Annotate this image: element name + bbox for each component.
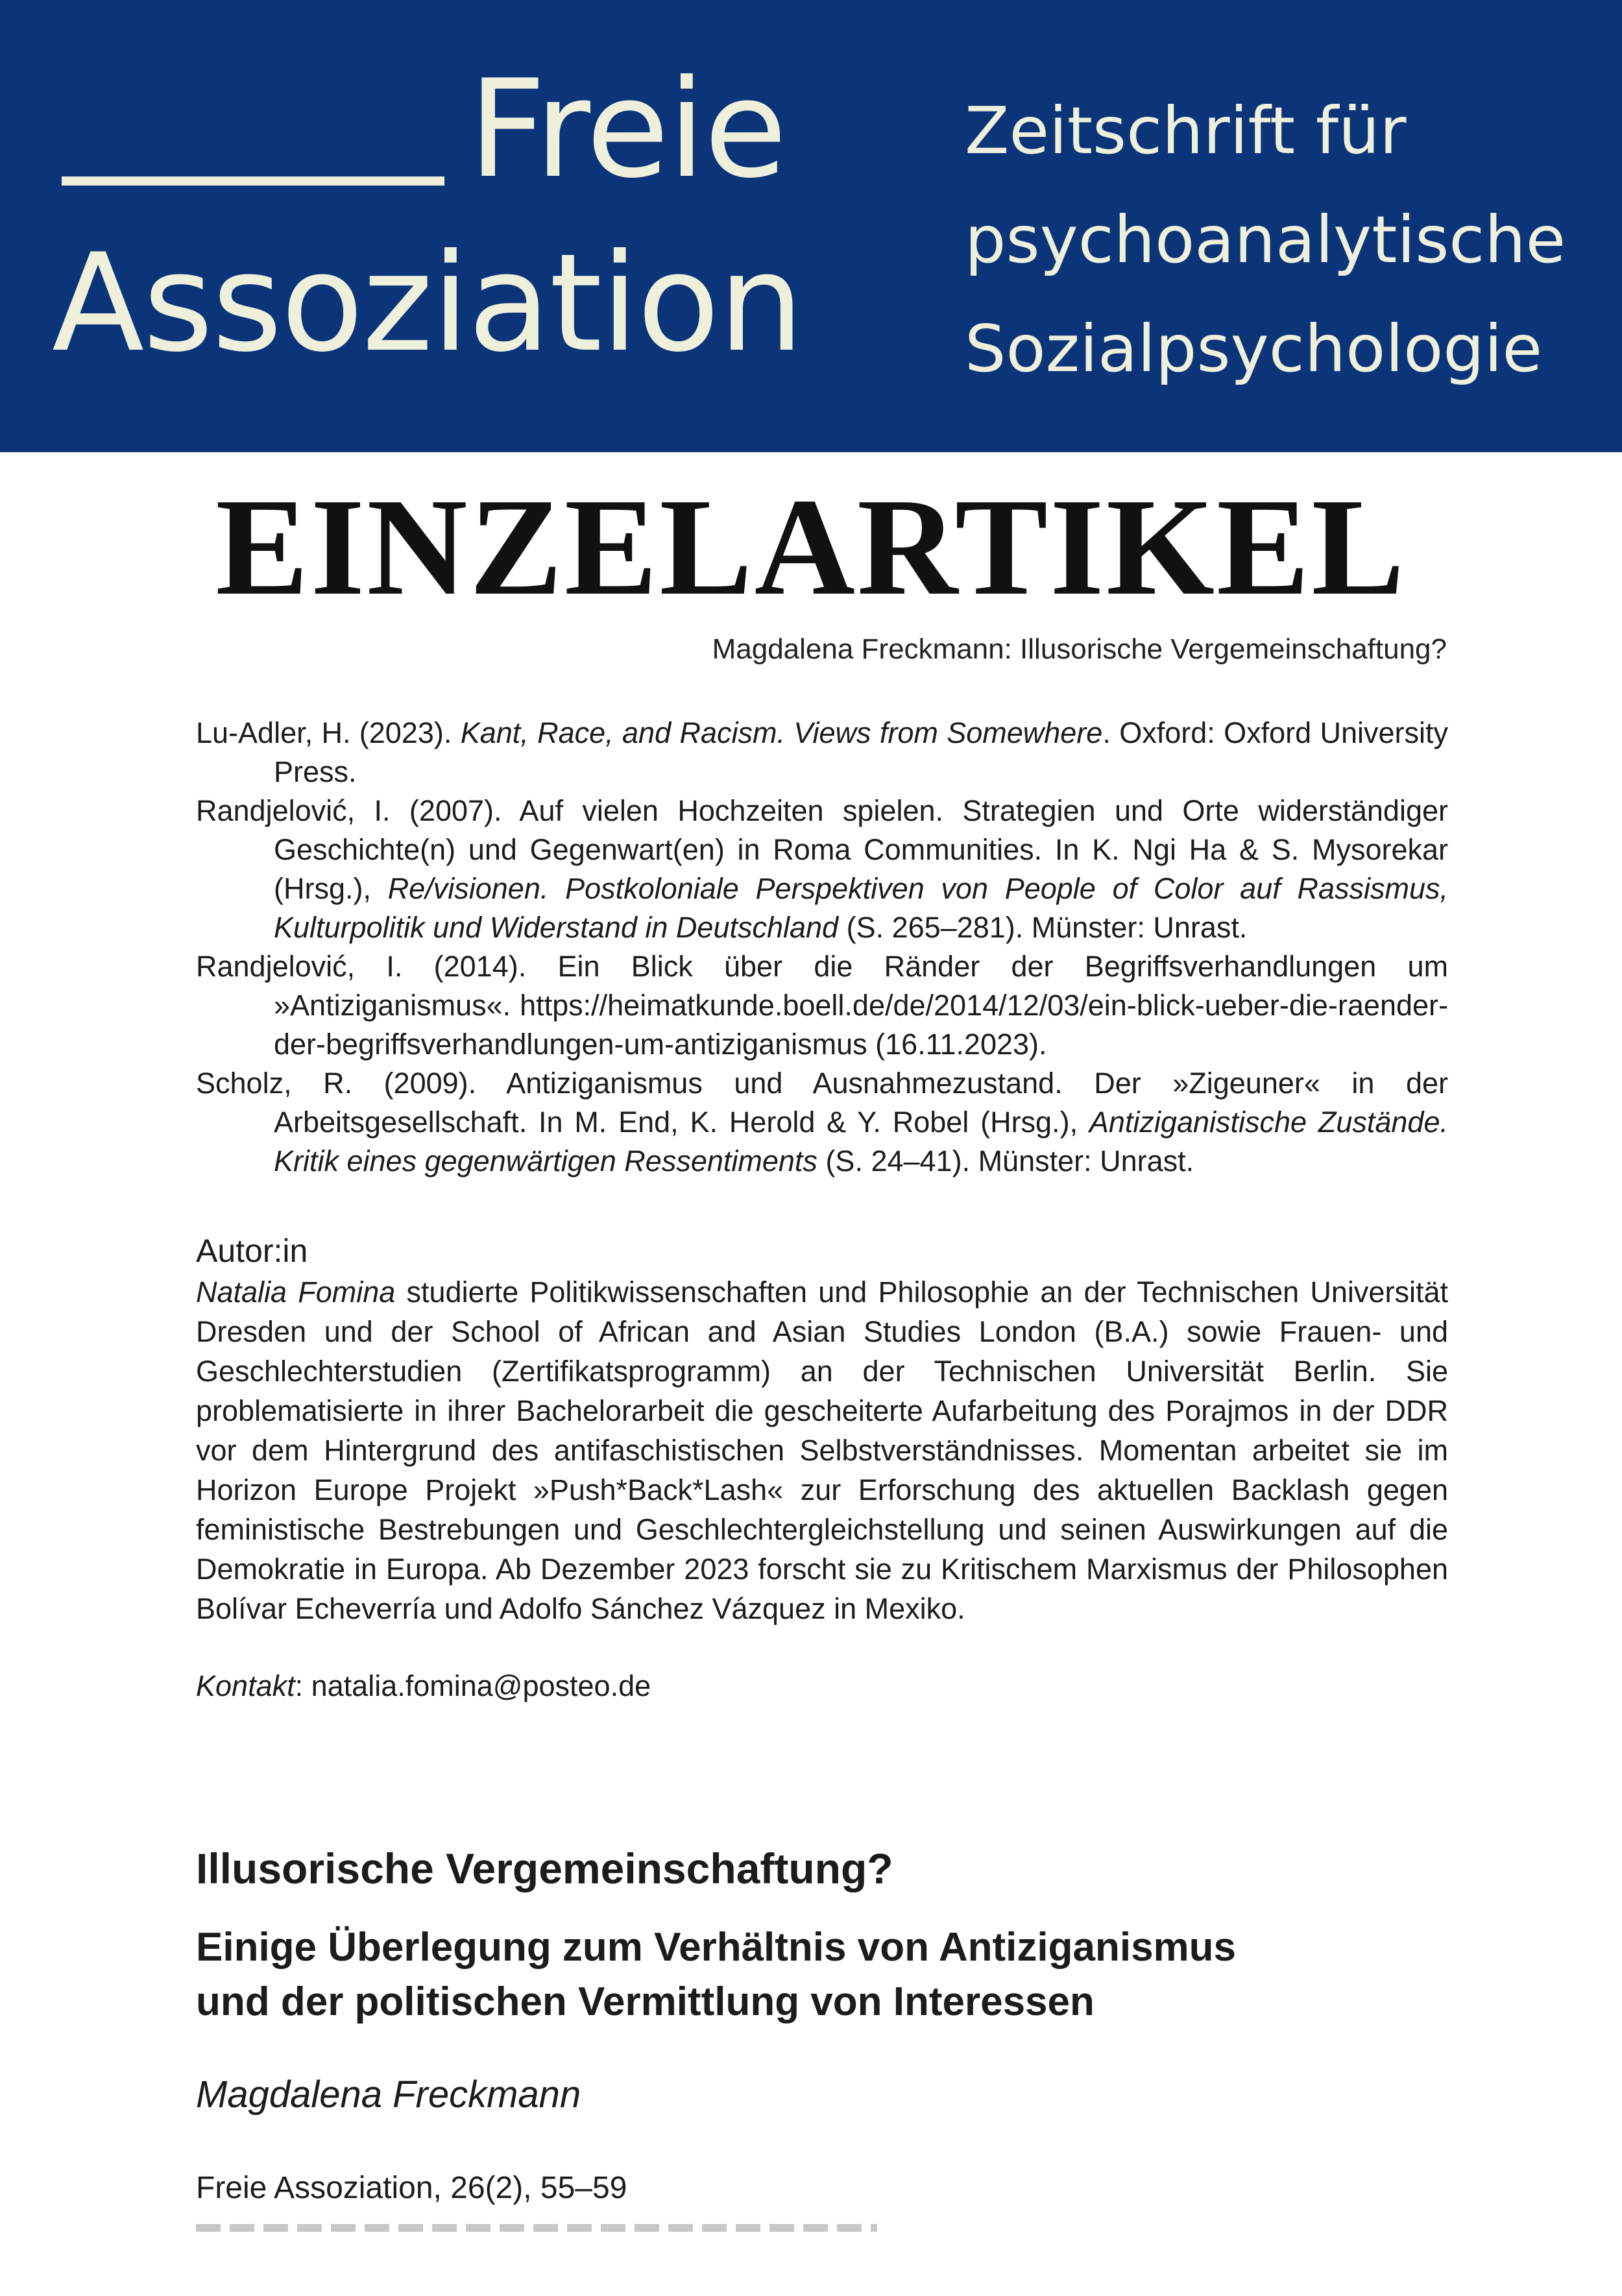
reference-title: Antiziganistische Zustände. Kritik eines gegenwärtigen Ressentiments xyxy=(274,1106,1448,1178)
article-subtitle-line: Einige Überlegung zum Verhältnis von Antiziganismus xyxy=(196,1925,1237,1970)
cropped-doi-line xyxy=(196,2224,877,2232)
reference-title: Re/visionen. Postkoloniale Perspektiven von People of Color auf Rassismus, Kulturpolitik und Widerstand in Deutschland xyxy=(274,872,1448,944)
reference-title: Kant, Race, and Racism. Views from Somewhere xyxy=(460,716,1103,749)
brand-word-freie: Freie xyxy=(468,51,786,208)
journal-subtitle xyxy=(965,77,1588,404)
author-name: Natalia Fomina xyxy=(196,1275,396,1309)
journal-subtitle-line: Zeitschrift für xyxy=(965,93,1407,169)
journal-subtitle-line: Sozialpsychologie xyxy=(965,311,1543,387)
reference-text: . Oxford: Oxford University Press. xyxy=(274,716,1448,788)
article-author: Magdalena Freckmann xyxy=(196,2073,581,2116)
reference-text: (S. 265–281). Münster: Unrast. xyxy=(838,911,1248,944)
reference-list xyxy=(196,714,1448,1181)
journal-banner xyxy=(0,0,1622,452)
reference-entry xyxy=(196,792,1448,947)
author-contact xyxy=(196,1666,1448,1706)
contact-email: : natalia.fomina@posteo.de xyxy=(295,1669,651,1702)
running-head: Magdalena Freckmann: Illusorische Vergemeinschaftung? xyxy=(712,633,1447,665)
reference-entry xyxy=(196,714,1448,792)
journal-subtitle-line: psychoanalytische xyxy=(965,202,1566,278)
article-title: Illusorische Vergemeinschaftung? xyxy=(196,1844,893,1893)
reference-entry xyxy=(196,1064,1448,1181)
brand-rule xyxy=(62,176,444,186)
brand-word-assoziation: Assoziation xyxy=(52,225,803,382)
article-citation: Freie Assoziation, 26(2), 55–59 xyxy=(196,2171,627,2205)
author-heading: Autor:in xyxy=(196,1233,308,1269)
article-subtitle-line: und der politischen Vermittlung von Interessen xyxy=(196,1979,1095,2024)
article-subtitle xyxy=(196,1920,1461,2029)
einzelartikel-stamp: EINZELARTIKEL xyxy=(215,469,1407,624)
reference-text: Scholz, R. (2009). Antiziganismus und Ausnahmezustand. Der »Zigeuner« in der Arbeitsgesellschaft. In M. End, K. Herold & Y. Robel (Hrsg.), xyxy=(196,1067,1448,1139)
contact-label: Kontakt xyxy=(196,1669,295,1702)
author-bio xyxy=(196,1272,1448,1628)
reference-text: Lu-Adler, H. (2023). xyxy=(196,716,461,749)
reference-entry xyxy=(196,947,1448,1064)
reference-text: Randjelović, I. (2007). Auf vielen Hochzeiten spielen. Strategien und Orte widerständiger Geschichte(n) und Gegenwart(en) in Roma Communities. In K. Ngi Ha & S. Mysorekar (Hrsg.), xyxy=(196,794,1448,905)
author-section xyxy=(196,1231,1448,1706)
reference-text: (S. 24–41). Münster: Unrast. xyxy=(817,1144,1194,1178)
reference-text: Randjelović, I. (2014). Ein Blick über die Ränder der Begriffsverhandlungen um »Antiziganismus«. https://heimatkunde.boell.de/de/2014/12/03/ein-blick-ueber-die-raender-der-begriffsverhandlungen-um-antiziganismus (16.11.2023). xyxy=(196,950,1448,1061)
author-bio-text: studierte Politikwissenschaften und Philosophie an der Technischen Universität Dresden und der School of African and Asian Studies London (B.A.) sowie Frauen- und Geschlechterstudien (Zertifikatsprogramm) an der Technischen Universität Berlin. Sie problematisierte in ihrer Bachelorarbeit die gescheiterte Aufarbeitung des Porajmos in der DDR vor dem Hintergrund des antifaschistischen Selbstverständnisses. Momentan arbeitet sie im Horizon Europe Projekt »Push*Back*Lash« zur Erforschung des aktuellen Backlash gegen feministische Bestrebungen und Geschlechtergleichstellung und seinen Auswirkungen auf die Demokratie in Europa. Ab Dezember 2023 forscht sie zu Kritischem Marxismus der Philosophen Bolívar Echeverría und Adolfo Sánchez Vázquez in Mexiko. xyxy=(196,1275,1448,1625)
